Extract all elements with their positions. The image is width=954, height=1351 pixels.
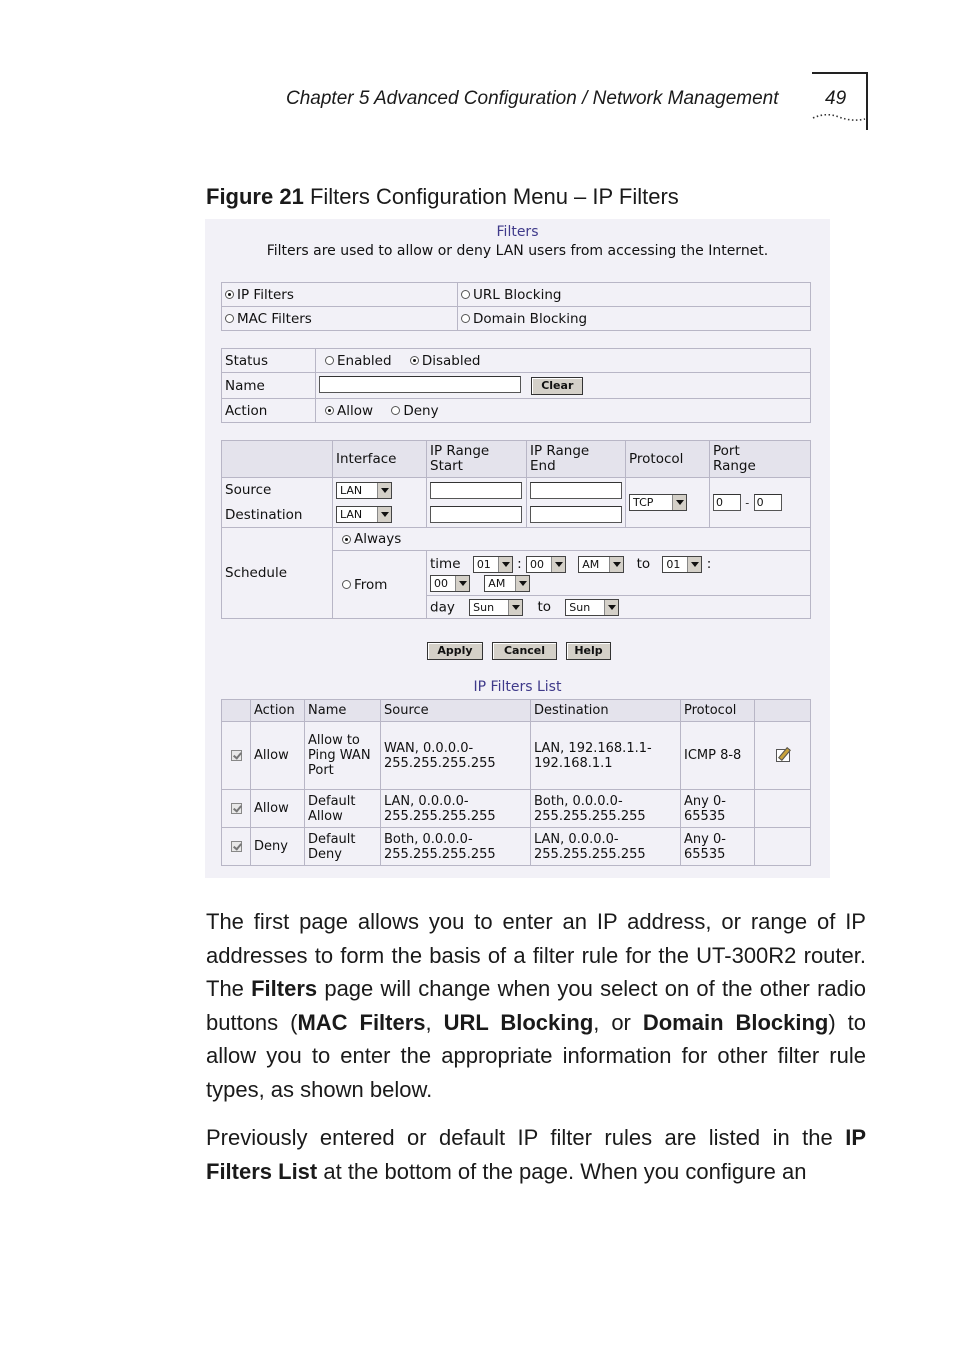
name-label: Name: [222, 373, 316, 399]
ip-filters-list-title: IP Filters List: [473, 679, 562, 695]
source-ip-start-input[interactable]: [430, 482, 522, 499]
list-header-destination: Destination: [531, 700, 681, 722]
corner-rule-top: [812, 72, 868, 74]
filter-type-domain[interactable]: Domain Blocking: [458, 307, 811, 331]
body-paragraph-1: The first page allows you to enter an IP address, or range of IP addresses to form the basis of a filter rule for the UT-300R2 router. The Filters page will change when you select on of the other radio buttons (MAC Filters, URL Blocking, or Domain Blocking) to allow you to enter the appropriate information for other filter rule types, as shown below.: [206, 909, 866, 1102]
chevron-down-icon: [672, 495, 686, 510]
running-head: Chapter 5 Advanced Configuration / Network Management: [286, 88, 779, 109]
to-hour-select[interactable]: 01: [662, 556, 702, 573]
list-header-name: Name: [305, 700, 381, 722]
destination-ip-start-input[interactable]: [430, 506, 522, 523]
radio-allow[interactable]: [325, 406, 334, 415]
ip-filters-list: [221, 699, 811, 866]
figure-caption-text: Filters Configuration Menu – IP Filters: [309, 184, 679, 209]
radio-always[interactable]: [342, 535, 351, 544]
radio-ip-filters[interactable]: [225, 290, 234, 299]
list-header-edit: [755, 700, 811, 722]
to-day-select[interactable]: Sun: [565, 599, 619, 616]
header-interface: Interface: [333, 441, 427, 478]
action-label: Action: [222, 399, 316, 423]
header-blank: [222, 441, 333, 478]
header-port-range: Port Range: [710, 441, 811, 478]
list-header-source: Source: [381, 700, 531, 722]
list-header-action: Action: [251, 700, 305, 722]
rule-enabled-checkbox[interactable]: [231, 841, 242, 852]
chevron-down-icon: [377, 507, 391, 522]
header-ip-end: IP Range End: [527, 441, 626, 478]
radio-enabled[interactable]: [325, 356, 334, 365]
filter-type-url[interactable]: URL Blocking: [458, 283, 811, 307]
radio-url-blocking[interactable]: [461, 290, 470, 299]
radio-mac-filters[interactable]: [225, 314, 234, 323]
radio-from[interactable]: [342, 580, 351, 589]
filter-type-mac[interactable]: MAC Filters: [222, 307, 458, 331]
name-input[interactable]: [319, 376, 521, 393]
destination-ip-end-input[interactable]: [530, 506, 622, 523]
chevron-down-icon: [377, 483, 391, 498]
edit-icon[interactable]: [776, 749, 790, 762]
list-header-protocol: Protocol: [681, 700, 755, 722]
status-label: Status: [222, 349, 316, 373]
figure-label: Figure 21: [206, 184, 304, 209]
from-hour-select[interactable]: 01: [473, 556, 513, 573]
filter-type-ip[interactable]: IP Filters: [222, 283, 458, 307]
filters-description: Filters are used to allow or deny LAN users from accessing the Internet.: [266, 243, 769, 259]
filter-type-table: [221, 282, 811, 331]
protocol-select[interactable]: TCP: [629, 494, 687, 511]
clear-button[interactable]: Clear: [531, 377, 583, 395]
source-label: Source: [222, 478, 333, 503]
from-day-select[interactable]: Sun: [469, 599, 523, 616]
source-ip-end-input[interactable]: [530, 482, 622, 499]
filters-screenshot: [205, 219, 830, 878]
radio-disabled[interactable]: [410, 356, 419, 365]
corner-rule-side: [866, 72, 868, 130]
source-interface-select[interactable]: LAN: [336, 482, 392, 499]
destination-label: Destination: [222, 503, 333, 528]
cancel-button[interactable]: Cancel: [492, 642, 557, 660]
table-row: Deny Default Deny Both, 0.0.0.0-255.255.255.255 LAN, 0.0.0.0-255.255.255.255 Any 0-65535: [222, 828, 811, 866]
destination-interface-select[interactable]: LAN: [336, 506, 392, 523]
header-protocol: Protocol: [626, 441, 710, 478]
from-minute-select[interactable]: 00: [526, 556, 566, 573]
rule-settings-table: Status Enabled Disabled Name Clear Action Allow Deny: [221, 348, 811, 423]
table-row: Allow Allow to Ping WAN Port WAN, 0.0.0.0-255.255.255.255 LAN, 192.168.1.1-192.168.1.1 ICMP 8-8: [222, 722, 811, 790]
rule-enabled-checkbox[interactable]: [231, 803, 242, 814]
filters-title: Filters: [496, 224, 539, 240]
to-ampm-select[interactable]: AM: [484, 575, 530, 592]
corner-dots-ornament: [812, 112, 866, 122]
list-header-blank: [222, 700, 251, 722]
address-table: Interface IP Range Start IP Range End Protocol Port Range Source LAN TCP 0 - 0 Destination LAN Schedule Always From time 01 : 00 AM to 01 : 00 AM day Sun to Sun: [221, 440, 811, 619]
port-to-input[interactable]: 0: [754, 494, 782, 511]
radio-deny[interactable]: [391, 406, 400, 415]
page-number: 49: [825, 88, 847, 109]
help-button[interactable]: Help: [566, 642, 611, 660]
figure-caption: [206, 184, 679, 210]
schedule-label: Schedule: [222, 528, 333, 619]
header-ip-start: IP Range Start: [427, 441, 527, 478]
rule-enabled-checkbox[interactable]: [231, 750, 242, 761]
body-paragraph-2: Previously entered or default IP filter rules are listed in the IP Filters List at the bottom of the page. When you configure an: [206, 1125, 866, 1184]
apply-button[interactable]: Apply: [427, 642, 483, 660]
table-row: Allow Default Allow LAN, 0.0.0.0-255.255.255.255 Both, 0.0.0.0-255.255.255.255 Any 0-65535: [222, 790, 811, 828]
from-ampm-select[interactable]: AM: [578, 556, 624, 573]
port-from-input[interactable]: 0: [713, 494, 741, 511]
to-minute-select[interactable]: 00: [430, 575, 470, 592]
radio-domain-blocking[interactable]: [461, 314, 470, 323]
